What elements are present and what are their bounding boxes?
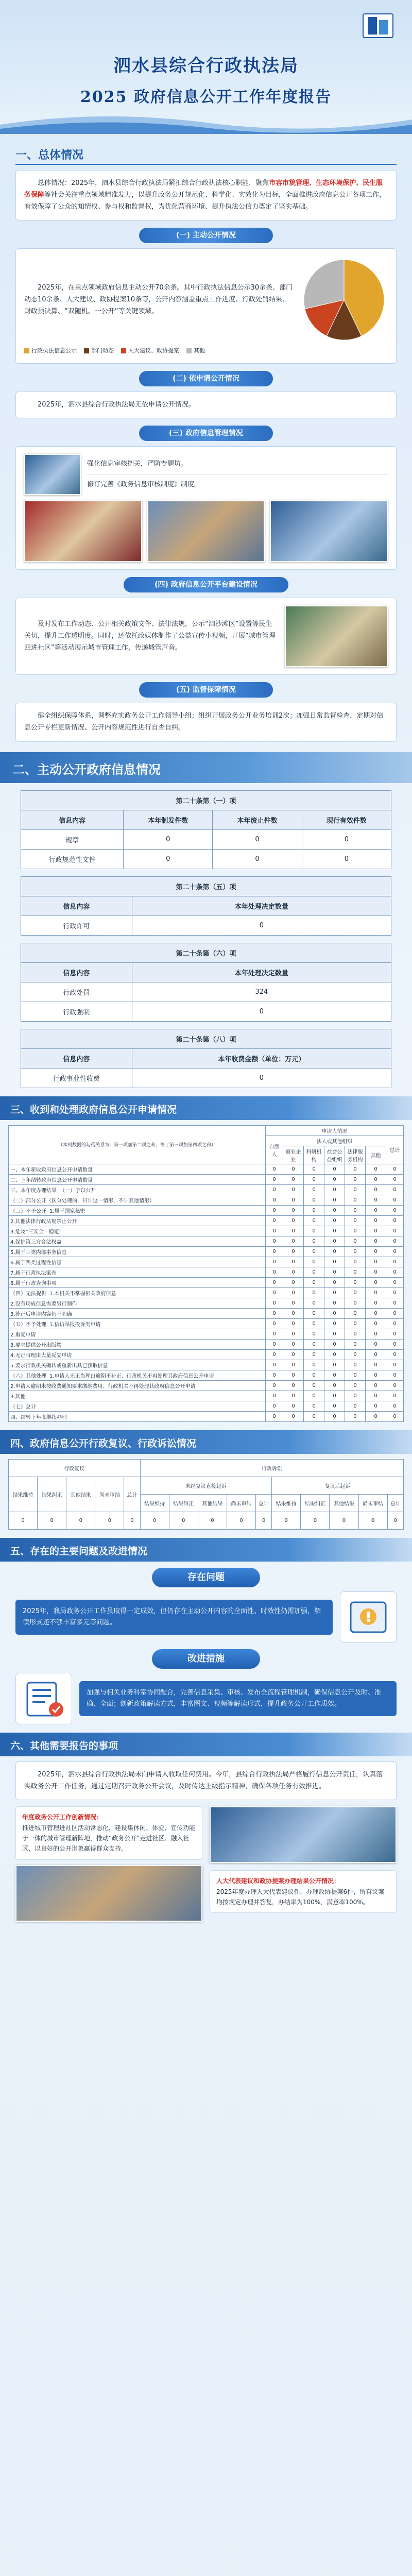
table-row: 3.其他 0 0 0 0 0 0 0 [9, 1391, 404, 1401]
community-photo [15, 1865, 202, 1922]
table-row: 2.申请人逾期未按收费通知要求缴纳费用、行政机关不再处理其政府信息公开申请 0 0 0 0 0 0 0 [9, 1380, 404, 1391]
supervision-ribbon: (五) 监督保障情况 [139, 682, 273, 698]
meeting-photo [24, 500, 142, 562]
table-row: 一、本年新收政府信息公开申请数量 0 0 0 0 0 0 0 [9, 1164, 404, 1174]
header-subtitle: 2025 政府信息公开工作年度报告 [80, 88, 332, 106]
active-pie-chart [300, 256, 388, 344]
review-litigation-table: 行政复议 行政诉讼 结果维持 结果纠正 其他结果 尚未审结 总计 未经复议直接起诉 复议后起诉 结果维持 结果纠正 其他结果 尚未审结 总计 结果维持 结果纠正 其他结果 尚未审结 总计 0 0 0 0 0 0 0 0 0 0 0 0 0 0 0 [8, 1459, 404, 1530]
apply-disclosure-ribbon: (二) 依申请公开情况 [139, 371, 273, 386]
table-article20-item6: 第二十条第（六）项 信息内容 本年处理决定数量 行政处罚 324 行政强制 0 [21, 943, 391, 1022]
legend-swatch [186, 348, 192, 353]
legend-item: 行政执法信息公示 [24, 346, 77, 355]
table-row: （三）不予公开 1.属于国家秘密 0 0 0 0 0 0 0 [9, 1205, 404, 1215]
legend-item: 其他 [186, 346, 205, 355]
table-row: 二、上年结转政府信息公开申请数量 0 0 0 0 0 0 0 [9, 1174, 404, 1184]
pie-legend [24, 346, 388, 355]
table-row: 2.其他法律行政法规禁止公开 0 0 0 0 0 0 0 [9, 1215, 404, 1226]
overview-text-box: 总体情况：2025年，泗水县综合行政执法局紧扣综合行政执法核心职能，聚焦市容市貌管理、生态环境保护、民生服务保障等社会关注重点领域精准发力，以提升政务公开规范化、科学化、实效化为目标，全面推进政府信息公开各项工作，有效保障了公众的知情权、参与权和监督权，为优化营商环境、提升执法公信力奠定了坚实基础。 [15, 170, 397, 221]
table-row: 6.属于四类过程性信息 0 0 0 0 0 0 0 [9, 1257, 404, 1267]
info-management-box [15, 446, 397, 570]
table-row: 行政强制 0 [21, 1002, 391, 1021]
table-row: 3.危及“三安全一稳定” 0 0 0 0 0 0 0 [9, 1226, 404, 1236]
table-row: 四、结转下年度继续办理 0 0 0 0 0 0 0 [9, 1411, 404, 1421]
report-header [0, 0, 412, 134]
table-row: 三、本年度办理结果 （一）予以公开 0 0 0 0 0 0 0 [9, 1184, 404, 1195]
legend-swatch [84, 348, 89, 353]
header-title: 泗水县综合行政执法局 [113, 56, 299, 76]
proposal-card: 人大代表建议和政协提案办理结果公开情况： 2025年度办理人大代表建议件，办理政协提案6件，所有议案均按规定办理并答复，办结率为100%，满意率100%。 [210, 1870, 397, 1913]
section-applications-heading: 三、收到和处理政府信息公开申请情况 [0, 1096, 412, 1120]
management-item: 强化信息审核把关，严防专题坊。 [87, 454, 388, 475]
management-item: 修订完善《政务信息审核制度》制度。 [87, 480, 201, 488]
table-row: （二）部分公开（区分处理的，只计这一情形，不计其他情形） 0 0 0 0 0 0 0 [9, 1195, 404, 1205]
supervision-box: 健全组织保障体系，调整充实政务公开工作领导小组；组织开展政务公开业务培训2次；加强日常监督检查，定期对信息公开专栏更新情况、公开内容规范性进行自查自纠。 [15, 703, 397, 742]
meeting-photo [270, 500, 388, 562]
apply-disclosure-box: 2025年，泗水县综合行政执法局无依申请公开情况。 [15, 392, 397, 419]
legend-item: 人大建议、政协提案 [121, 346, 179, 355]
management-photo [24, 454, 81, 495]
section-review-litigation-heading: 四、政府信息公开行政复议、行政诉讼情况 [0, 1430, 412, 1454]
table-article20-item8: 第二十条第（八）项 信息内容 本年收费金额（单位：万元） 行政事业性收费 0 [21, 1029, 391, 1088]
fix-text: 加强与相关业务科室协同配合，完善信息采集、审核、发布全流程管理机制，确保信息公开及时、准确、全面；创新政策解读方式，丰富图文、视频等解读形式，提升政务公开工作质效。 [79, 1681, 397, 1716]
building-photo [210, 1806, 397, 1863]
fix-block [15, 1673, 397, 1724]
header-wave-decoration [0, 109, 412, 134]
meeting-photo [147, 500, 265, 562]
table-row: 7.属于行政执法案卷 0 0 0 0 0 0 0 [9, 1267, 404, 1277]
table-row: （五）不予处理 1.信访举报投诉类申请 0 0 0 0 0 0 0 [9, 1318, 404, 1329]
legend-swatch [121, 348, 126, 353]
legend-item: 部门动态 [84, 346, 114, 355]
table-row: 3.补正后申请内容仍不明确 0 0 0 0 0 0 0 [9, 1308, 404, 1318]
table-row: 行政处罚 324 [21, 982, 391, 1002]
issues-block [15, 1591, 397, 1643]
section-issues-heading: 五、存在的主要问题及改进情况 [0, 1538, 412, 1562]
table-row: 2.没有现成信息需要另行制作 0 0 0 0 0 0 0 [9, 1298, 404, 1308]
improvement-icon [15, 1673, 72, 1724]
agency-logo-icon [363, 13, 393, 38]
platform-box: 及时发布工作动态、公开相关政策文件、法律法规，公示“泗沙滩区”设置等民生关切，提升工作透明度。同时，还依托政媒体制作了公益宣传小视频，开展“城市管理四进社区”等活动展示城市管理工作，传递城管声音。 [15, 598, 397, 675]
issues-text: 2025年，我局政务公开工作虽取得一定成效，但仍存在主动公开内容的全面性、时效性仍需加强，解读形式还不够丰富多元等问题。 [15, 1600, 333, 1635]
table-row: 5.要求行政机关确认或重新出具已获取信息 0 0 0 0 0 0 0 [9, 1360, 404, 1370]
table-row: 行政规范性文件 0 0 0 [21, 849, 391, 869]
table-row: 5.属于三类内部事务信息 0 0 0 0 0 0 0 [9, 1246, 404, 1257]
table-row: 行政许可 0 [21, 916, 391, 935]
active-disclosure-ribbon: (一) 主动公开情况 [139, 228, 273, 243]
table-article20-item5: 第二十条第（五）项 信息内容 本年处理决定数量 行政许可 0 [21, 876, 391, 936]
table-row: （七）总计 0 0 0 0 0 0 0 [9, 1401, 404, 1411]
innovation-card: 年度政务公开工作创新情况： 推进城市管理进社区活动常态化，建设集休闲、体验、宣传功能于一体的城市管理新阵地，推动“政务公开”走进社区、融入社区，以良好的公开形象赢得群众支持。 [15, 1806, 202, 1860]
table-row: 3.要求提供公开出版物 0 0 0 0 0 0 0 [9, 1339, 404, 1349]
applications-table: （本列数据的勾稽关系为：第一项加第二项之和，等于第三项加第四项之和） 申请人情况 自然人 法人或其他组织 总计 商业企业 科研机构 社会公益组织 法律服务机构 其他 一、本年新收政府信息公开申请数量 0 0 0 0 0 0 0 二、上年结转政府信息公开申请数量 0 0 0 0 0 0 0 三、本年度办理结果 （一）予以公开 0 0 0 0 0 0 0 （二）部分公开（区分处理的，只计这一情形，不计其他情形） 0 0 0 0 0 0 0 （三）不予公开 1.属于国家秘密 0 0 0 0 0 0 0 2.其他法律行政法规禁止公开 0 0 0 0 0 0 0 3.危及“三安全一稳定” 0 0 0 0 0 0 0 4.保护第三方合法权益 0 0 0 0 0 0 0 5.属于三类内部事务信息 0 0 0 0 0 0 0 6.属于四类过程性信息 0 0 0 0 0 0 0 7.属于行政执法案卷 0 0 0 0 0 0 0 8.属于行政查询事项 0 0 0 0 0 0 0 （四）无法提供 1.本机关不掌握相关政府信息 0 0 0 0 0 0 0 2.没有现成信息需要另行制作 0 0 0 0 0 0 0 3.补正后申请内容仍不明确 0 0 0 0 0 0 0 （五）不予处理 1.信访举报投诉类申请 0 0 0 0 0 0 0 2.重复申请 0 0 0 0 0 0 0 3.要求提供公开出版物 0 0 0 0 0 0 0 4.无正当理由大量反复申请 0 0 0 0 0 0 0 5.要求行政机关确认或重新出具已获取信息 0 0 0 0 0 0 0 （六）其他处理 1.申请人无正当理由逾期不补正、行政机关不再处理其政府信息公开申请 0 0 0 0 0 0 0 2.申请人逾期未按收费通知要求缴纳费用、行政机关不再处理其政府信息公开申请 0 0 0 0 0 0 0 3.其他 0 0 0 0 0 0 0 （七）总计 0 0 0 0 0 0 0 四、结转下年度继续办理 0 0 0 0 0 0 0 [8, 1125, 404, 1422]
section-active-info-heading: 二、主动公开政府信息情况 [0, 752, 412, 783]
table-row: （六）其他处理 1.申请人无正当理由逾期不补正、行政机关不再处理其政府信息公开申请 0 0 0 0 0 0 0 [9, 1370, 404, 1380]
platform-photo [285, 605, 388, 667]
table-row: 0 0 0 0 0 0 0 0 0 0 0 0 0 0 0 [9, 1512, 404, 1529]
fix-pill: 改进措施 [152, 1649, 260, 1669]
table-row: 规章 0 0 0 [21, 829, 391, 849]
platform-ribbon: (四) 政府信息公开平台建设情况 [124, 577, 288, 592]
warning-icon [340, 1591, 397, 1643]
other-cards [15, 1806, 397, 1924]
active-disclosure-text: 2025年，在重点领域政府信息主动公开70余条。其中行政执法信息公示30余条、部门动态10余条、人大建议、政协提案10条等，公开内容涵盖重点工作进度、行政处罚结果、财政预决算、“双随机、一公开”等关键领域。 [24, 284, 293, 315]
pie-svg [300, 256, 388, 344]
table-row: 2.重复申请 0 0 0 0 0 0 0 [9, 1329, 404, 1339]
section-overview-heading: 一、总体情况 [15, 144, 397, 165]
active-disclosure-box [15, 248, 397, 363]
table-article20-item1: 第二十条第（一）项 信息内容 本年制发件数 本年废止件数 现行有效件数 规章 0 0 0 行政规范性文件 0 0 0 [21, 790, 391, 869]
table-row: 行政事业性收费 0 [21, 1068, 391, 1088]
info-management-ribbon: (三) 政府信息管理情况 [139, 426, 273, 441]
pie-slice [304, 260, 344, 309]
legend-swatch [24, 348, 29, 353]
table-row: 4.保护第三方合法权益 0 0 0 0 0 0 0 [9, 1236, 404, 1246]
table-row: 4.无正当理由大量反复申请 0 0 0 0 0 0 0 [9, 1349, 404, 1360]
issues-pill: 存在问题 [152, 1568, 260, 1587]
section-other-heading: 六、其他需要报告的事项 [0, 1733, 412, 1756]
table-row: 8.属于行政查询事项 0 0 0 0 0 0 0 [9, 1277, 404, 1287]
other-intro-box: 2025年，泗水县综合行政执法局未向申请人收取任何费用。今年，县综合行政执法局严格履行信息公开责任，认真落实政务公开工作任务，通过定期召开政务公开会议，及时传达上级指示精神，确保各项任务有效推进。 [15, 1761, 397, 1801]
table-row: （四）无法提供 1.本机关不掌握相关政府信息 0 0 0 0 0 0 0 [9, 1287, 404, 1298]
